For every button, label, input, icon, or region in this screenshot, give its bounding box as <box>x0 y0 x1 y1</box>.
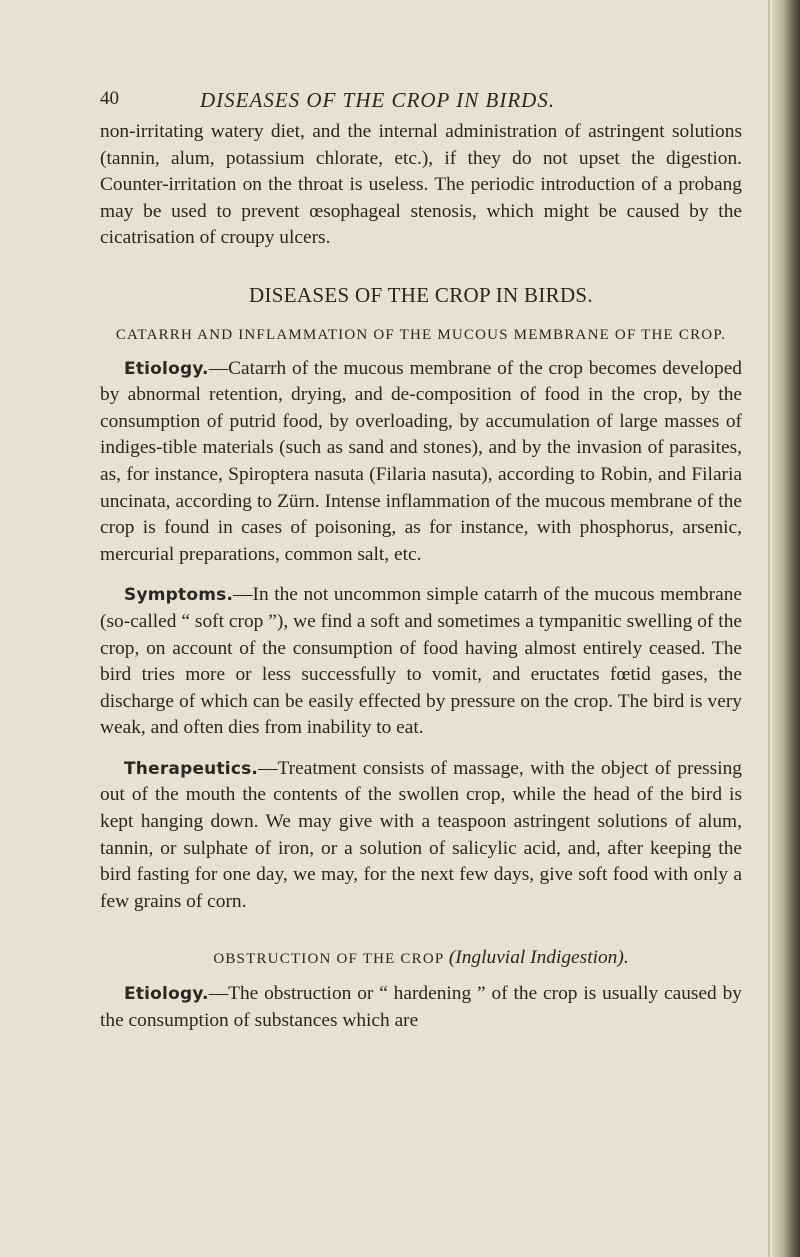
page-edge-line <box>768 0 770 1257</box>
chapter-title: DISEASES OF THE CROP IN BIRDS. <box>249 282 593 307</box>
symptoms-paragraph <box>100 582 742 742</box>
obstruction-etiology-label: Etiology. <box>124 984 209 1005</box>
therapeutics-label: Therapeutics. <box>124 758 259 779</box>
therapeutics-text: —Treatment consists of massage, with the object of pressing out of the mouth the contents of the swollen crop, while the head of the bird is kept hanging down. We may give with a teaspoon astringent solutions of alum, tannin, or sulphate of iron, or a solution of salicylic acid, and, after keeping the bird fasting for one day, we may, for the next few days, give soft food with only a few grains of corn. <box>100 757 742 912</box>
therapeutics-paragraph <box>100 756 742 916</box>
etiology-text: —Catarrh of the mucous membrane of the crop becomes developed by abnormal retention, drying, and de-composition of food in the crop, by the consumption of putrid food, by overloading, by accumulation of large masses of indiges-tible materials (such as sand and stones), and by the invasion of parasites, as, for instance, Spiroptera nasuta (Filaria nasuta), according to Robin, and Filaria uncinata, according to Zürn. Intense inflammation of the mucous membrane of the crop is found in cases of poisoning, as for instance, with phosphorus, arsenic, mercurial preparations, common salt, etc. <box>100 357 742 565</box>
page-number: 40 <box>100 88 119 109</box>
symptoms-label: Symptoms. <box>124 585 234 606</box>
running-head <box>100 88 740 116</box>
obstruction-etiology-paragraph <box>100 981 742 1034</box>
obstruction-heading-text: OBSTRUCTION OF THE CROP <box>213 951 444 968</box>
opening-paragraph: non-irritating watery diet, and the internal administration of astringent solutions (tannin, alum, potassium chlorate, etc.), if they do not upset the digestion. Counter-irritation on the throat is useless. The periodic introduction of a probang may be used to prevent œsophageal stenosis, which might be caused by the cicatrisation of croupy ulcers. <box>100 121 742 249</box>
etiology-label: Etiology. <box>124 358 209 379</box>
obstruction-heading-italic: (Ingluvial Indigestion). <box>448 947 629 969</box>
obstruction-etiology-text: —The obstruction or “ hardening ” of the crop is usually caused by the consumption of substances which are <box>100 983 742 1031</box>
section-heading-catarrh: CATARRH AND INFLAMMATION OF THE MUCOUS MEMBRANE OF THE CROP. <box>115 326 727 343</box>
page-edge-shadow <box>772 0 800 1257</box>
etiology-paragraph <box>100 356 742 569</box>
section-heading-obstruction <box>100 945 742 973</box>
page-text <box>100 119 742 1034</box>
running-title: DISEASES OF THE CROP IN BIRDS. <box>200 88 556 112</box>
symptoms-text: —In the not uncommon simple catarrh of the mucous membrane (so-called “ soft crop ”), we find a soft and sometimes a tympanitic swelling of the crop, on account of the consumption of food having almost entirely ceased. The bird tries more or less successfully to vomit, and eructates fœtid gases, the discharge of which can be easily effected by pressure on the crop. The bird is very weak, and often dies from inability to eat. <box>100 584 742 739</box>
